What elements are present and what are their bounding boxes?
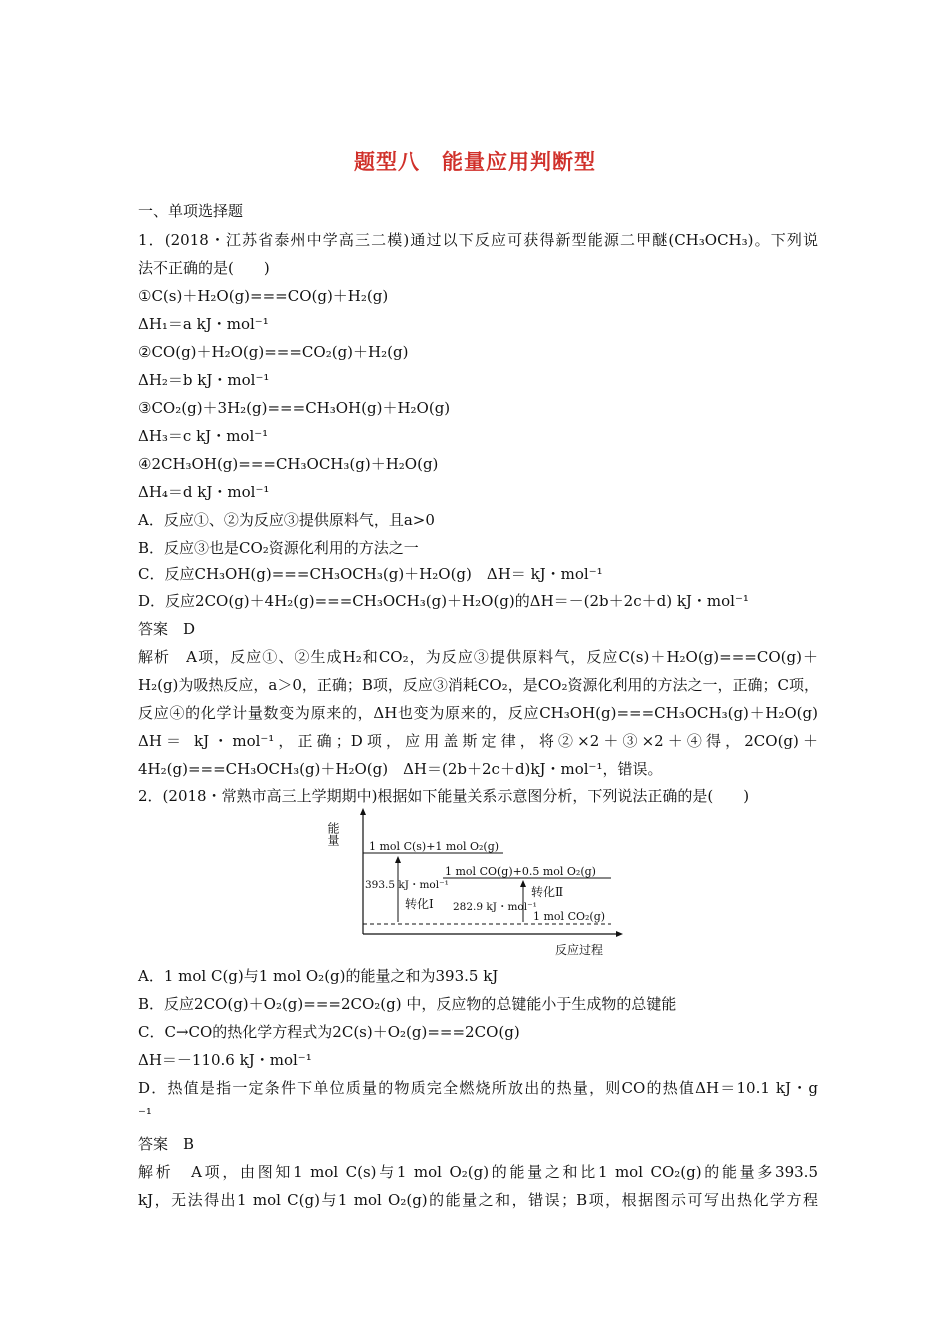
q1-explanation-line1: 解析 A项，反应①、②生成H₂和CO₂，为反应③提供原料气，反应C(s)＋H₂O(g)===CO(g)＋ [138, 648, 818, 666]
q1-explanation-line4: ΔH＝ kJ・mol⁻¹，正确；D项，应用盖斯定律，将②×2＋③×2＋④得，2CO(g)＋ [138, 732, 818, 750]
q1-option-d: D．反应2CO(g)＋4H₂(g)===CH₃OCH₃(g)＋H₂O(g)的ΔH＝－(2b＋2c＋d) kJ・mol⁻¹ [138, 592, 749, 610]
q2-stem: 2．(2018・常熟市高三上学期期中)根据如下能量关系示意图分析，下列说法正确的是( ) [138, 787, 750, 805]
q2-option-b: B．反应2CO(g)＋O₂(g)===2CO₂(g) 中，反应物的总键能小于生成物的总键能 [138, 995, 677, 1013]
q2-option-d-line2: ⁻¹ [138, 1105, 152, 1123]
page-title: 题型八 能量应用判断型 [354, 150, 596, 174]
gap-1-arrowhead [395, 856, 401, 863]
level-1-label: 1 mol C(s)+1 mol O₂(g) [369, 840, 500, 853]
q1-explanation-line2: H₂(g)为吸热反应，a＞0，正确；B项，反应③消耗CO₂，是CO₂资源化利用的方法之一，正确；C项， [138, 676, 819, 694]
gap-2-label: 282.9 kJ・mol⁻¹ [453, 901, 537, 913]
q1-explanation-line5: 4H₂(g)===CH₃OCH₃(g)＋H₂O(g) ΔH＝(2b＋2c＋d)kJ・mol⁻¹，错误。 [138, 760, 663, 778]
q1-reaction-2: ②CO(g)＋H₂O(g)===CO₂(g)＋H₂(g) [138, 343, 409, 361]
q1-reaction-3: ③CO₂(g)＋3H₂(g)===CH₃OH(g)＋H₂O(g) [138, 399, 451, 417]
q1-dh-4: ΔH₄＝d kJ・mol⁻¹ [138, 483, 270, 501]
q1-dh-2: ΔH₂＝b kJ・mol⁻¹ [138, 371, 270, 389]
q2-explanation-line2: kJ，无法得出1 mol C(g)与1 mol O₂(g)的能量之和，错误；B项，根据图示可写出热化学方程 [138, 1191, 818, 1209]
q1-reaction-1: ①C(s)＋H₂O(g)===CO(g)＋H₂(g) [138, 287, 389, 305]
conversion-1-label: 转化Ⅰ [405, 897, 434, 911]
x-axis-label: 反应过程 [555, 943, 604, 957]
energy-diagram [326, 808, 623, 960]
q2-explanation-line1: 解析 A项，由图知1 mol C(s)与1 mol O₂(g)的能量之和比1 mol CO₂(g)的能量多393.5 [138, 1163, 818, 1181]
gap-2-arrowhead [520, 880, 526, 887]
level-2-label: 1 mol CO(g)+0.5 mol O₂(g) [445, 865, 596, 878]
level-3-label: 1 mol CO₂(g) [533, 910, 606, 923]
q1-option-c: C．反应CH₃OH(g)===CH₃OCH₃(g)＋H₂O(g) ΔH＝ kJ・mol⁻¹ [138, 565, 603, 583]
conversion-2-label: 转化Ⅱ [531, 885, 564, 899]
q1-option-b: B．反应③也是CO₂资源化利用的方法之一 [138, 539, 419, 557]
q1-stem-line1: 1．(2018・江苏省泰州中学高三二模)通过以下反应可获得新型能源二甲醚(CH₃OCH₃)。下列说 [138, 231, 818, 249]
y-axis-arrow [360, 808, 366, 815]
q2-option-a: A．1 mol C(g)与1 mol O₂(g)的能量之和为393.5 kJ [138, 967, 499, 985]
x-axis-arrow [616, 931, 623, 937]
q1-explanation-line3: 反应④的化学计量数变为原来的，ΔH也变为原来的，反应CH₃OH(g)===CH₃OCH₃(g)＋H₂O(g) [138, 704, 818, 722]
y-axis-label: 能量 [326, 822, 340, 846]
q2-option-d-line1: D．热值是指一定条件下单位质量的物质完全燃烧所放出的热量，则CO的热值ΔH＝10.1 kJ・g [138, 1079, 818, 1097]
q1-answer: 答案 D [138, 620, 196, 638]
q2-answer: 答案 B [138, 1135, 195, 1153]
q1-stem-line2: 法不正确的是( ) [138, 259, 270, 277]
q2-option-c-dh: ΔH＝－110.6 kJ・mol⁻¹ [138, 1051, 312, 1069]
q1-dh-1: ΔH₁＝a kJ・mol⁻¹ [138, 315, 269, 333]
q1-reaction-4: ④2CH₃OH(g)===CH₃OCH₃(g)＋H₂O(g) [138, 455, 439, 473]
q2-option-c: C．C→CO的热化学方程式为2C(s)＋O₂(g)===2CO(g) [138, 1023, 520, 1041]
q1-option-a: A．反应①、②为反应③提供原料气，且a>0 [138, 511, 435, 529]
section-heading: 一、单项选择题 [138, 202, 244, 220]
gap-1-label: 393.5 kJ・mol⁻¹ [365, 879, 449, 891]
q1-dh-3: ΔH₃＝c kJ・mol⁻¹ [138, 427, 269, 445]
